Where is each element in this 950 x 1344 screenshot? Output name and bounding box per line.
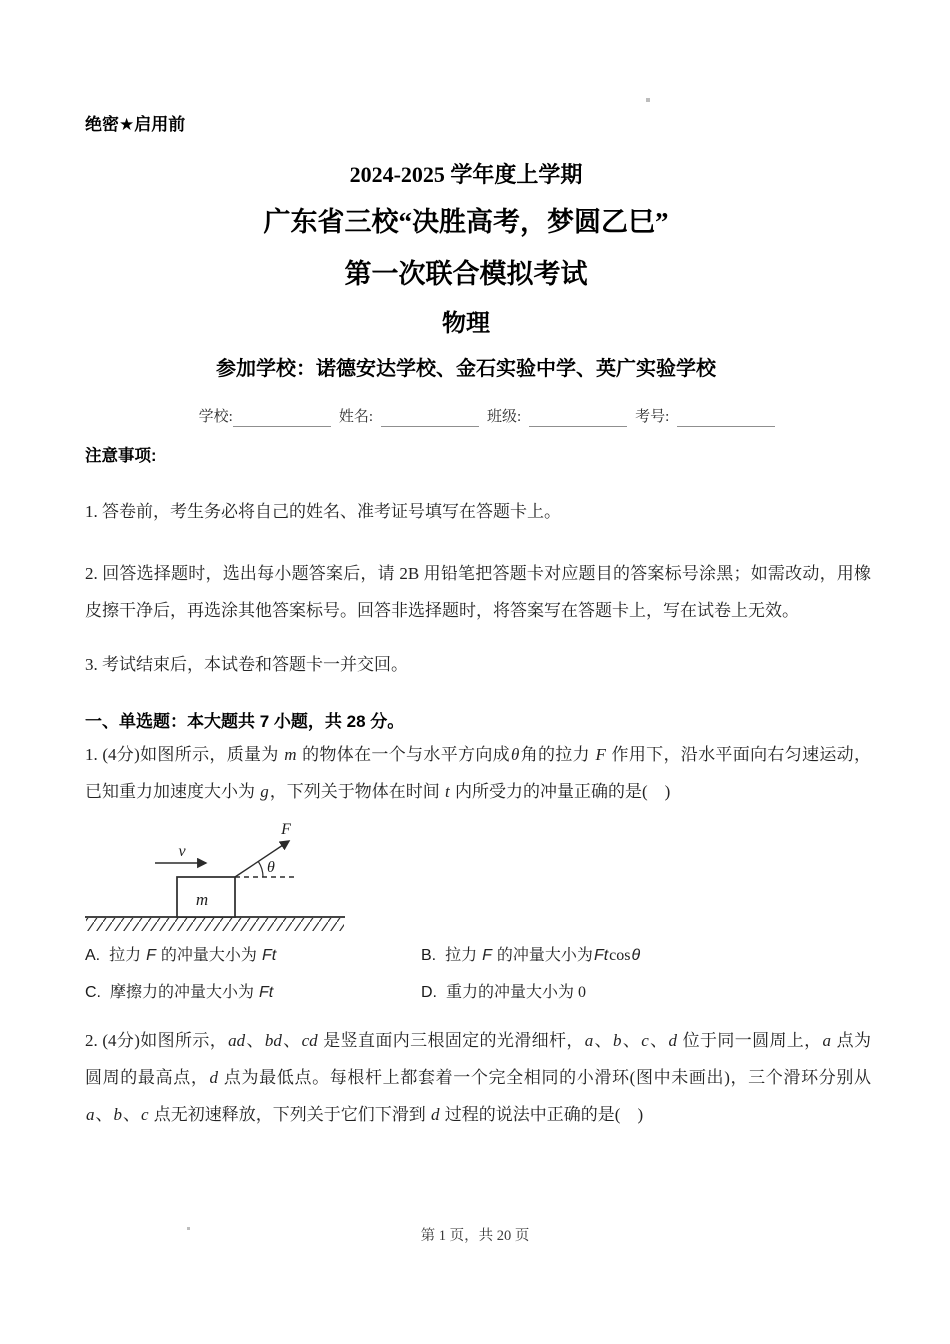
q1-physics-diagram: [85, 818, 350, 936]
option-letter: C.: [85, 984, 101, 1001]
q1-option-b: [421, 944, 641, 968]
option-text: 摩擦力的冲量大小为 Ft: [110, 984, 274, 1001]
angle-label: θ: [267, 859, 275, 876]
exam-subtitle: 第一次联合模拟考试: [344, 259, 588, 289]
school-term-title: 2024-2025 学年度上学期: [349, 162, 583, 187]
option-letter: D.: [421, 984, 437, 1001]
option-letter: A.: [85, 947, 101, 964]
q1-options-row-1: [85, 944, 875, 968]
page-number-footer: 第 1 页，共 20 页: [420, 1228, 530, 1244]
notice-item-3: 3. 考试结束后，本试卷和答题卡一并交回。: [85, 655, 408, 674]
option-text: 重力的冲量大小为 0: [446, 984, 587, 1001]
question-1-stem: 1. (4分)如图所示，质量为 m 的物体在一个与水平方向成θ角的拉力 F 作用下，沿水平面向右匀速运动，已知重力加速度大小为 g，下列关于物体在时间 t 内所受力的冲量正确的是( ): [85, 745, 872, 801]
mass-label: m: [195, 890, 209, 909]
q1-option-c: [85, 981, 421, 1005]
class-field-label: 班级:: [487, 409, 522, 425]
school-field-label: 学校:: [198, 409, 233, 425]
question-2-stem: 2. (4分)如图所示，ad、bd、cd 是竖直面内三根固定的光滑细杆，a、b、c、d 位于同一圆周上，a 点为圆周的最高点，d 点为最低点。每根杆上都套着一个完全相同的小滑环(图中未画出)，三个滑环分别从 a、b、c 点无初速释放，下列关于它们下滑到 d 过程的说法中正确的是( ): [85, 1031, 872, 1124]
exam-number-field-blank: [677, 411, 775, 427]
notice-item-2: 2. 回答选择题时，选出每小题答案后，请 2B 用铅笔把答题卡对应题目的答案标号涂黑；如需改动，用橡皮擦干净后，再选涂其他答案标号。回答非选择题时，将答案写在答题卡上，写在试卷上无效。: [85, 564, 871, 620]
q1-options-row-2: [85, 981, 875, 1005]
option-letter: B.: [421, 947, 437, 964]
subject-title: 物理: [442, 311, 490, 337]
participating-schools-line: 参加学校：诺德安达学校、金石实验中学、英广实验学校: [216, 358, 716, 380]
name-field-blank: [381, 411, 479, 427]
exam-main-title: 广东省三校“决胜高考，梦圆乙巳”: [263, 207, 669, 237]
velocity-label: v: [178, 843, 186, 860]
ground-hatching: [86, 918, 344, 931]
notice-heading: 注意事项:: [85, 447, 157, 465]
angle-arc: [258, 862, 263, 877]
q1-option-a: [85, 944, 421, 968]
class-field-blank: [529, 411, 627, 427]
option-text: 拉力 F 的冲量大小为 Ft: [109, 947, 277, 964]
student-info-form: [0, 407, 950, 427]
scan-artifact-dot: [646, 98, 650, 102]
exam-number-field-label: 考号:: [635, 409, 670, 425]
security-classification-label: 绝密★启用前: [85, 115, 186, 134]
notice-item-1: 1. 答卷前，考生务必将自己的姓名、准考证号填写在答题卡上。: [85, 502, 561, 521]
q1-option-d: [421, 981, 586, 1005]
school-field-blank: [233, 411, 331, 427]
name-field-label: 姓名:: [338, 409, 373, 425]
section-1-heading: 一、单选题：本大题共 7 小题，共 28 分。: [85, 712, 405, 731]
option-text: 拉力 F 的冲量大小为Ftcosθ: [445, 947, 641, 964]
force-label: F: [281, 821, 291, 838]
